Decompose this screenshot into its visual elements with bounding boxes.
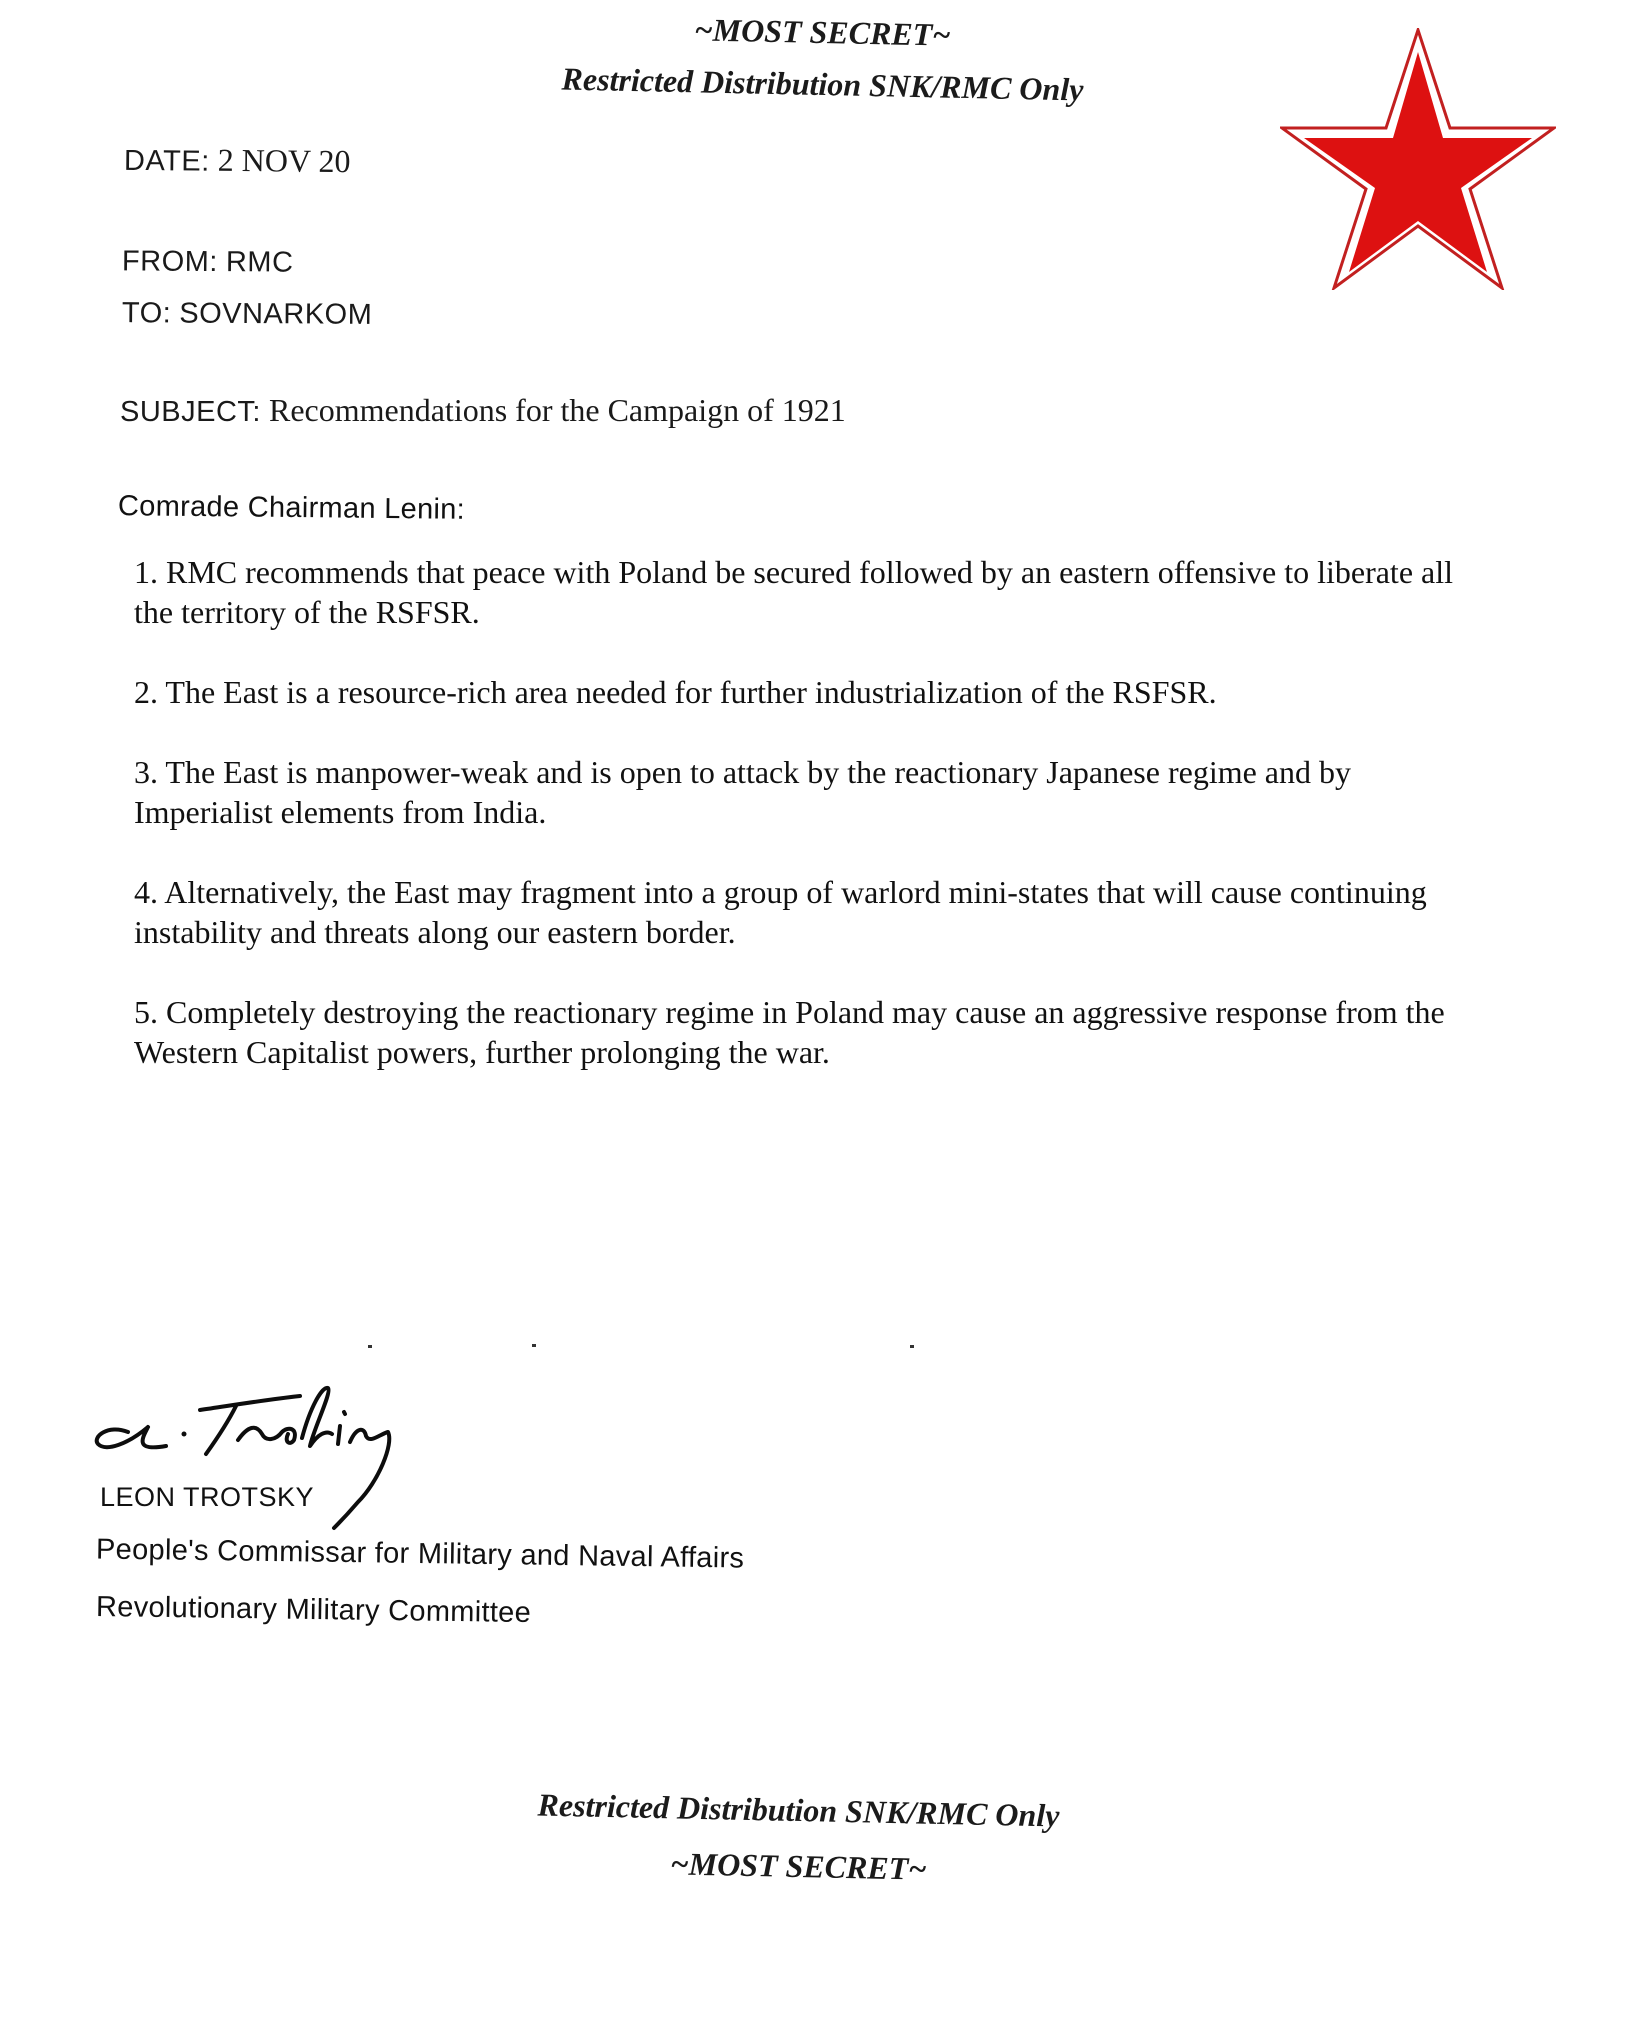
from-label: FROM:	[121, 245, 219, 279]
scan-speck	[532, 1344, 536, 1347]
classification-bottom-restriction: Restricted Distribution SNK/RMC Only	[537, 1786, 1060, 1834]
to-label: TO:	[121, 297, 172, 330]
signatory-organization: Revolutionary Military Committee	[95, 1590, 532, 1630]
signatory-title: People's Commissar for Military and Naval Affairs	[95, 1533, 745, 1575]
memo-subject	[120, 392, 846, 429]
to-value: SOVNARKOM	[179, 297, 373, 331]
classification-top-restriction: Restricted Distribution SNK/RMC Only	[561, 60, 1084, 108]
list-item: 2. The East is a resource-rich area needed for further industrialization of the RSFSR.	[134, 674, 1217, 710]
classification-top-secret: ~MOST SECRET~	[694, 11, 951, 53]
from-value: RMC	[225, 246, 294, 279]
subject-label: SUBJECT:	[120, 396, 261, 428]
date-label: DATE:	[123, 144, 210, 178]
memo-from	[122, 241, 294, 279]
red-star-icon	[1280, 28, 1556, 290]
scan-speck	[368, 1345, 372, 1348]
date-value: 2 NOV 20	[217, 141, 351, 180]
list-item: 4. Alternatively, the East may fragment into a group of warlord mini-states that will cause continuing instability and threats along our eastern border.	[134, 874, 1427, 950]
subject-value: Recommendations for the Campaign of 1921	[268, 392, 846, 428]
salutation: Comrade Chairman Lenin:	[117, 490, 466, 526]
signatory-name: LEON TROTSKY	[100, 1482, 315, 1512]
memo-to	[122, 293, 373, 332]
scan-speck	[910, 1345, 914, 1348]
list-item: 1. RMC recommends that peace with Poland be secured followed by an eastern offensive to liberate all the territory of the RSFSR.	[134, 554, 1453, 630]
list-item: 5. Completely destroying the reactionary regime in Poland may cause an aggressive response from the Western Capitalist powers, further prolonging the war.	[134, 994, 1445, 1070]
classification-bottom-secret: ~MOST SECRET~	[670, 1845, 927, 1887]
star-fill	[1304, 52, 1532, 272]
memo-date	[124, 141, 351, 180]
list-item: 3. The East is manpower-weak and is open to attack by the reactionary Japanese regime and by Imperialist elements from India.	[134, 754, 1351, 830]
recommendation-list	[134, 552, 1464, 1112]
